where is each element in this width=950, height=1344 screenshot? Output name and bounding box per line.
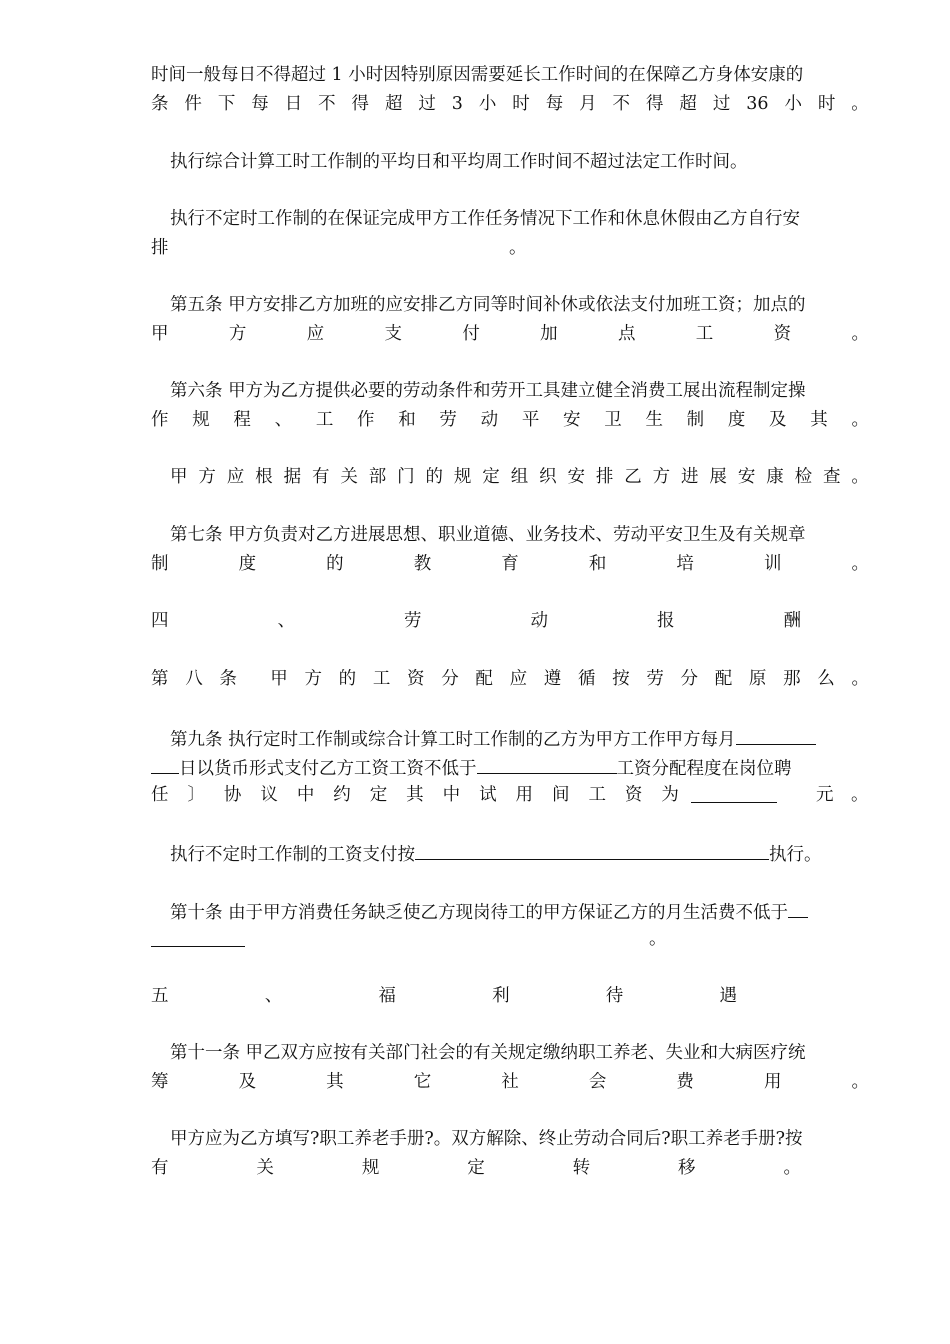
- char: 甲: [170, 467, 188, 487]
- char: 任: [151, 785, 169, 805]
- para-9-line-3-unit: 元: [816, 785, 834, 805]
- char: 时: [512, 94, 530, 114]
- char: 36: [746, 94, 769, 114]
- char: 资: [773, 324, 792, 344]
- char: 。: [851, 410, 869, 430]
- char: 超: [679, 94, 697, 114]
- para-5-line-2: [151, 409, 869, 431]
- char: 得: [351, 94, 370, 114]
- char: 安: [563, 410, 581, 430]
- char: 五: [151, 986, 169, 1006]
- blank-field-pay-method[interactable]: [415, 841, 769, 860]
- para-3-line-2-end: 。: [509, 238, 527, 258]
- char: 其: [326, 1072, 344, 1092]
- char: 条: [219, 669, 237, 689]
- char: 排: [595, 467, 614, 487]
- char: 工: [315, 410, 334, 430]
- char: 移: [678, 1158, 696, 1178]
- char: 小: [784, 94, 802, 114]
- char: 不: [318, 94, 336, 114]
- char: 规: [361, 1158, 380, 1178]
- char: 应: [306, 324, 325, 344]
- char: 、: [277, 611, 295, 631]
- char: 织: [539, 467, 557, 487]
- char: 超: [384, 94, 403, 114]
- char: 不: [612, 94, 631, 114]
- char: 费: [676, 1072, 694, 1092]
- para-10-text-b: 执行。: [769, 845, 822, 863]
- para-11-line-1: [170, 899, 869, 921]
- char: 、: [264, 986, 283, 1006]
- para-13-line-2: [151, 1157, 801, 1179]
- char: 作: [151, 410, 169, 430]
- char: 中: [442, 785, 461, 805]
- char: 为: [661, 785, 679, 805]
- char: 进: [681, 467, 699, 487]
- char: 四: [151, 611, 169, 631]
- blank-field-living-allowance[interactable]: [788, 899, 808, 918]
- char: 条: [151, 94, 169, 114]
- char: 约: [333, 785, 351, 805]
- char: 方: [228, 324, 247, 344]
- char: 方: [652, 467, 671, 487]
- char: 工: [695, 324, 714, 344]
- para-3-line-2-start: 排: [151, 238, 169, 258]
- char: 3: [451, 94, 463, 114]
- para-1-line-2: [151, 93, 869, 115]
- char: 报: [657, 611, 675, 631]
- para-9-line-3: [151, 784, 869, 806]
- char: 得: [645, 94, 664, 114]
- para-12-line-1: 第十一条 甲乙双方应按有关部门社会的有关规定缴纳职工养老、失业和大病医疗统: [170, 1043, 806, 1063]
- char: 训: [763, 554, 782, 574]
- char: 待: [605, 986, 624, 1006]
- char: 度: [238, 554, 257, 574]
- char: 的: [338, 669, 357, 689]
- char: 安: [567, 467, 585, 487]
- para-9-line-1: [170, 726, 869, 748]
- para-7-line-1: 第七条 甲方负责对乙方进展思想、职业道德、业务技术、劳动平安卫生及有关规章: [170, 525, 806, 545]
- char: 原: [748, 669, 767, 689]
- char: 作: [357, 410, 375, 430]
- char: 根: [255, 467, 273, 487]
- char: 。: [851, 554, 869, 574]
- char: 配: [714, 669, 733, 689]
- para-12-line-2: [151, 1071, 869, 1093]
- char: 资: [407, 669, 425, 689]
- char: 分: [680, 669, 698, 689]
- char: 工: [372, 669, 391, 689]
- char: 协: [223, 785, 242, 805]
- char: 定: [467, 1158, 485, 1178]
- para-11-line-2-end: 。: [649, 929, 667, 949]
- char: 。: [783, 1158, 801, 1178]
- char: 筹: [151, 1072, 169, 1092]
- blank-field-payday-cont[interactable]: [151, 755, 179, 774]
- char: 中: [296, 785, 315, 805]
- char: 用: [515, 785, 534, 805]
- char: 小: [478, 94, 497, 114]
- section-heading-4: [151, 610, 801, 632]
- char: 制: [686, 410, 705, 430]
- char: 方: [198, 467, 216, 487]
- char: 门: [397, 467, 415, 487]
- char: 生: [645, 410, 663, 430]
- char: 平: [521, 410, 540, 430]
- char: 卫: [604, 410, 622, 430]
- para-1-line-1: 时间一般每日不得超过 1 小时因特别原因需要延长工作时间的在保障乙方身体安康的: [151, 65, 804, 85]
- char: 资: [624, 785, 643, 805]
- para-2-line-1: 执行综合计算工时工作制的平均日和平均周工作时间不超过法定工作时间。: [170, 152, 748, 172]
- char: 及: [238, 1072, 257, 1092]
- char: 和: [588, 554, 607, 574]
- char: 。: [851, 324, 869, 344]
- char: 其: [406, 785, 424, 805]
- char: 付: [462, 324, 480, 344]
- para-13-line-1: 甲方应为乙方填写?职工养老手册?。双方解除、终止劳动合同后?职工养老手册?按: [170, 1129, 803, 1149]
- char: 劳: [439, 410, 457, 430]
- char: 。: [851, 94, 869, 114]
- char: 间: [551, 785, 570, 805]
- char: 甲: [270, 669, 288, 689]
- char: 安: [737, 467, 756, 487]
- para-10-line-1: [170, 841, 869, 863]
- char: 过: [712, 94, 731, 114]
- char: 动: [480, 410, 499, 430]
- char: 和: [398, 410, 416, 430]
- blank-field-probation-wage[interactable]: [691, 784, 777, 803]
- char: 八: [185, 669, 203, 689]
- char: 有: [311, 467, 330, 487]
- char: 酬: [783, 611, 801, 631]
- char: 用: [763, 1072, 782, 1092]
- char: 分: [441, 669, 459, 689]
- char: 劳: [404, 611, 422, 631]
- para-3-line-2: [151, 237, 869, 259]
- blank-field-min-wage[interactable]: [477, 755, 617, 774]
- para-9-line-3-end: 。: [851, 785, 869, 805]
- char: 康: [766, 467, 784, 487]
- char: 每: [251, 94, 269, 114]
- char: 部: [368, 467, 387, 487]
- para-11-line-2: [151, 928, 869, 950]
- char: 程: [233, 410, 251, 430]
- char: 按: [612, 669, 630, 689]
- char: 利: [492, 986, 510, 1006]
- char: 检: [794, 467, 813, 487]
- char: 会: [588, 1072, 607, 1092]
- para-10-text-a: 执行不定时工作制的工资支付按: [170, 845, 415, 863]
- para-9-line-3-text: [151, 784, 679, 806]
- char: 。: [851, 467, 869, 487]
- char: 工: [588, 785, 606, 805]
- section-heading-5: [151, 985, 737, 1007]
- para-3-line-1: 执行不定时工作制的在保证完成甲方工作任务情况下工作和休息休假由乙方自行安: [170, 209, 800, 229]
- para-4-line-1: 第五条 甲方安排乙方加班的应安排乙方同等时间补休或依法支付加班工资；加点的: [170, 295, 806, 315]
- char: 组: [510, 467, 529, 487]
- char: 规: [192, 410, 210, 430]
- para-9-line-1-text: 第九条 执行定时工作制或综合计算工时工作制的乙方为甲方工作甲方每月: [170, 730, 736, 748]
- para-5-line-1: 第六条 甲方为乙方提供必要的劳动条件和劳开工具建立健全消费工展出流程制定操: [170, 381, 806, 401]
- char: 遇: [719, 986, 737, 1006]
- char: 规: [453, 467, 472, 487]
- para-9-line-2-text-b: 工资分配程度在岗位聘: [616, 759, 792, 777]
- char: 教: [413, 554, 432, 574]
- para-8-line-1: [151, 668, 869, 690]
- para-11-text: 第十条 由于甲方消费任务缺乏使乙方现岗待工的甲方保证乙方的月生活费不低于: [170, 903, 789, 921]
- char: 〕: [187, 785, 205, 805]
- char: 。: [851, 669, 869, 689]
- char: 关: [340, 467, 358, 487]
- char: 的: [425, 467, 444, 487]
- char: 它: [413, 1072, 432, 1092]
- char: 制: [151, 554, 169, 574]
- char: 循: [577, 669, 596, 689]
- char: 第: [151, 669, 169, 689]
- char: 培: [676, 554, 694, 574]
- para-9-line-2: [151, 755, 869, 777]
- char: 应: [509, 669, 528, 689]
- char: 点: [617, 324, 636, 344]
- char: 甲: [151, 324, 169, 344]
- char: 么: [817, 669, 835, 689]
- char: 关: [256, 1158, 274, 1178]
- para-7-line-2: [151, 553, 869, 575]
- char: 应: [226, 467, 245, 487]
- char: 下: [217, 94, 236, 114]
- para-6-line-1: [170, 466, 869, 488]
- char: 定: [482, 467, 500, 487]
- char: 的: [326, 554, 344, 574]
- char: 劳: [646, 669, 664, 689]
- char: 遵: [543, 669, 562, 689]
- char: 乙: [624, 467, 642, 487]
- char: 。: [851, 1072, 869, 1092]
- blank-field-living-allowance-cont[interactable]: [151, 928, 245, 947]
- char: 方: [304, 669, 322, 689]
- char: 度: [727, 410, 746, 430]
- char: 过: [418, 94, 436, 114]
- para-4-line-2: [151, 323, 869, 345]
- char: 有: [151, 1158, 169, 1178]
- char: 日: [284, 94, 303, 114]
- char: 福: [378, 986, 396, 1006]
- blank-field-payday[interactable]: [736, 726, 816, 745]
- char: 时: [817, 94, 836, 114]
- char: 育: [501, 554, 519, 574]
- char: 、: [274, 410, 293, 430]
- char: 件: [184, 94, 202, 114]
- para-9-line-2-text-a: 日以货币形式支付乙方工资工资不低于: [179, 759, 477, 777]
- char: 定: [369, 785, 388, 805]
- char: 那: [783, 669, 801, 689]
- char: 配: [475, 669, 493, 689]
- char: 展: [709, 467, 727, 487]
- char: 社: [501, 1072, 519, 1092]
- char: 据: [283, 467, 302, 487]
- char: 加: [540, 324, 558, 344]
- char: 月: [579, 94, 597, 114]
- char: 及: [769, 410, 787, 430]
- char: 查: [822, 467, 841, 487]
- char: 每: [545, 94, 564, 114]
- char: 转: [572, 1158, 591, 1178]
- char: 动: [530, 611, 548, 631]
- char: 试: [479, 785, 497, 805]
- char: 议: [260, 785, 278, 805]
- char: 其: [810, 410, 828, 430]
- char: 支: [384, 324, 402, 344]
